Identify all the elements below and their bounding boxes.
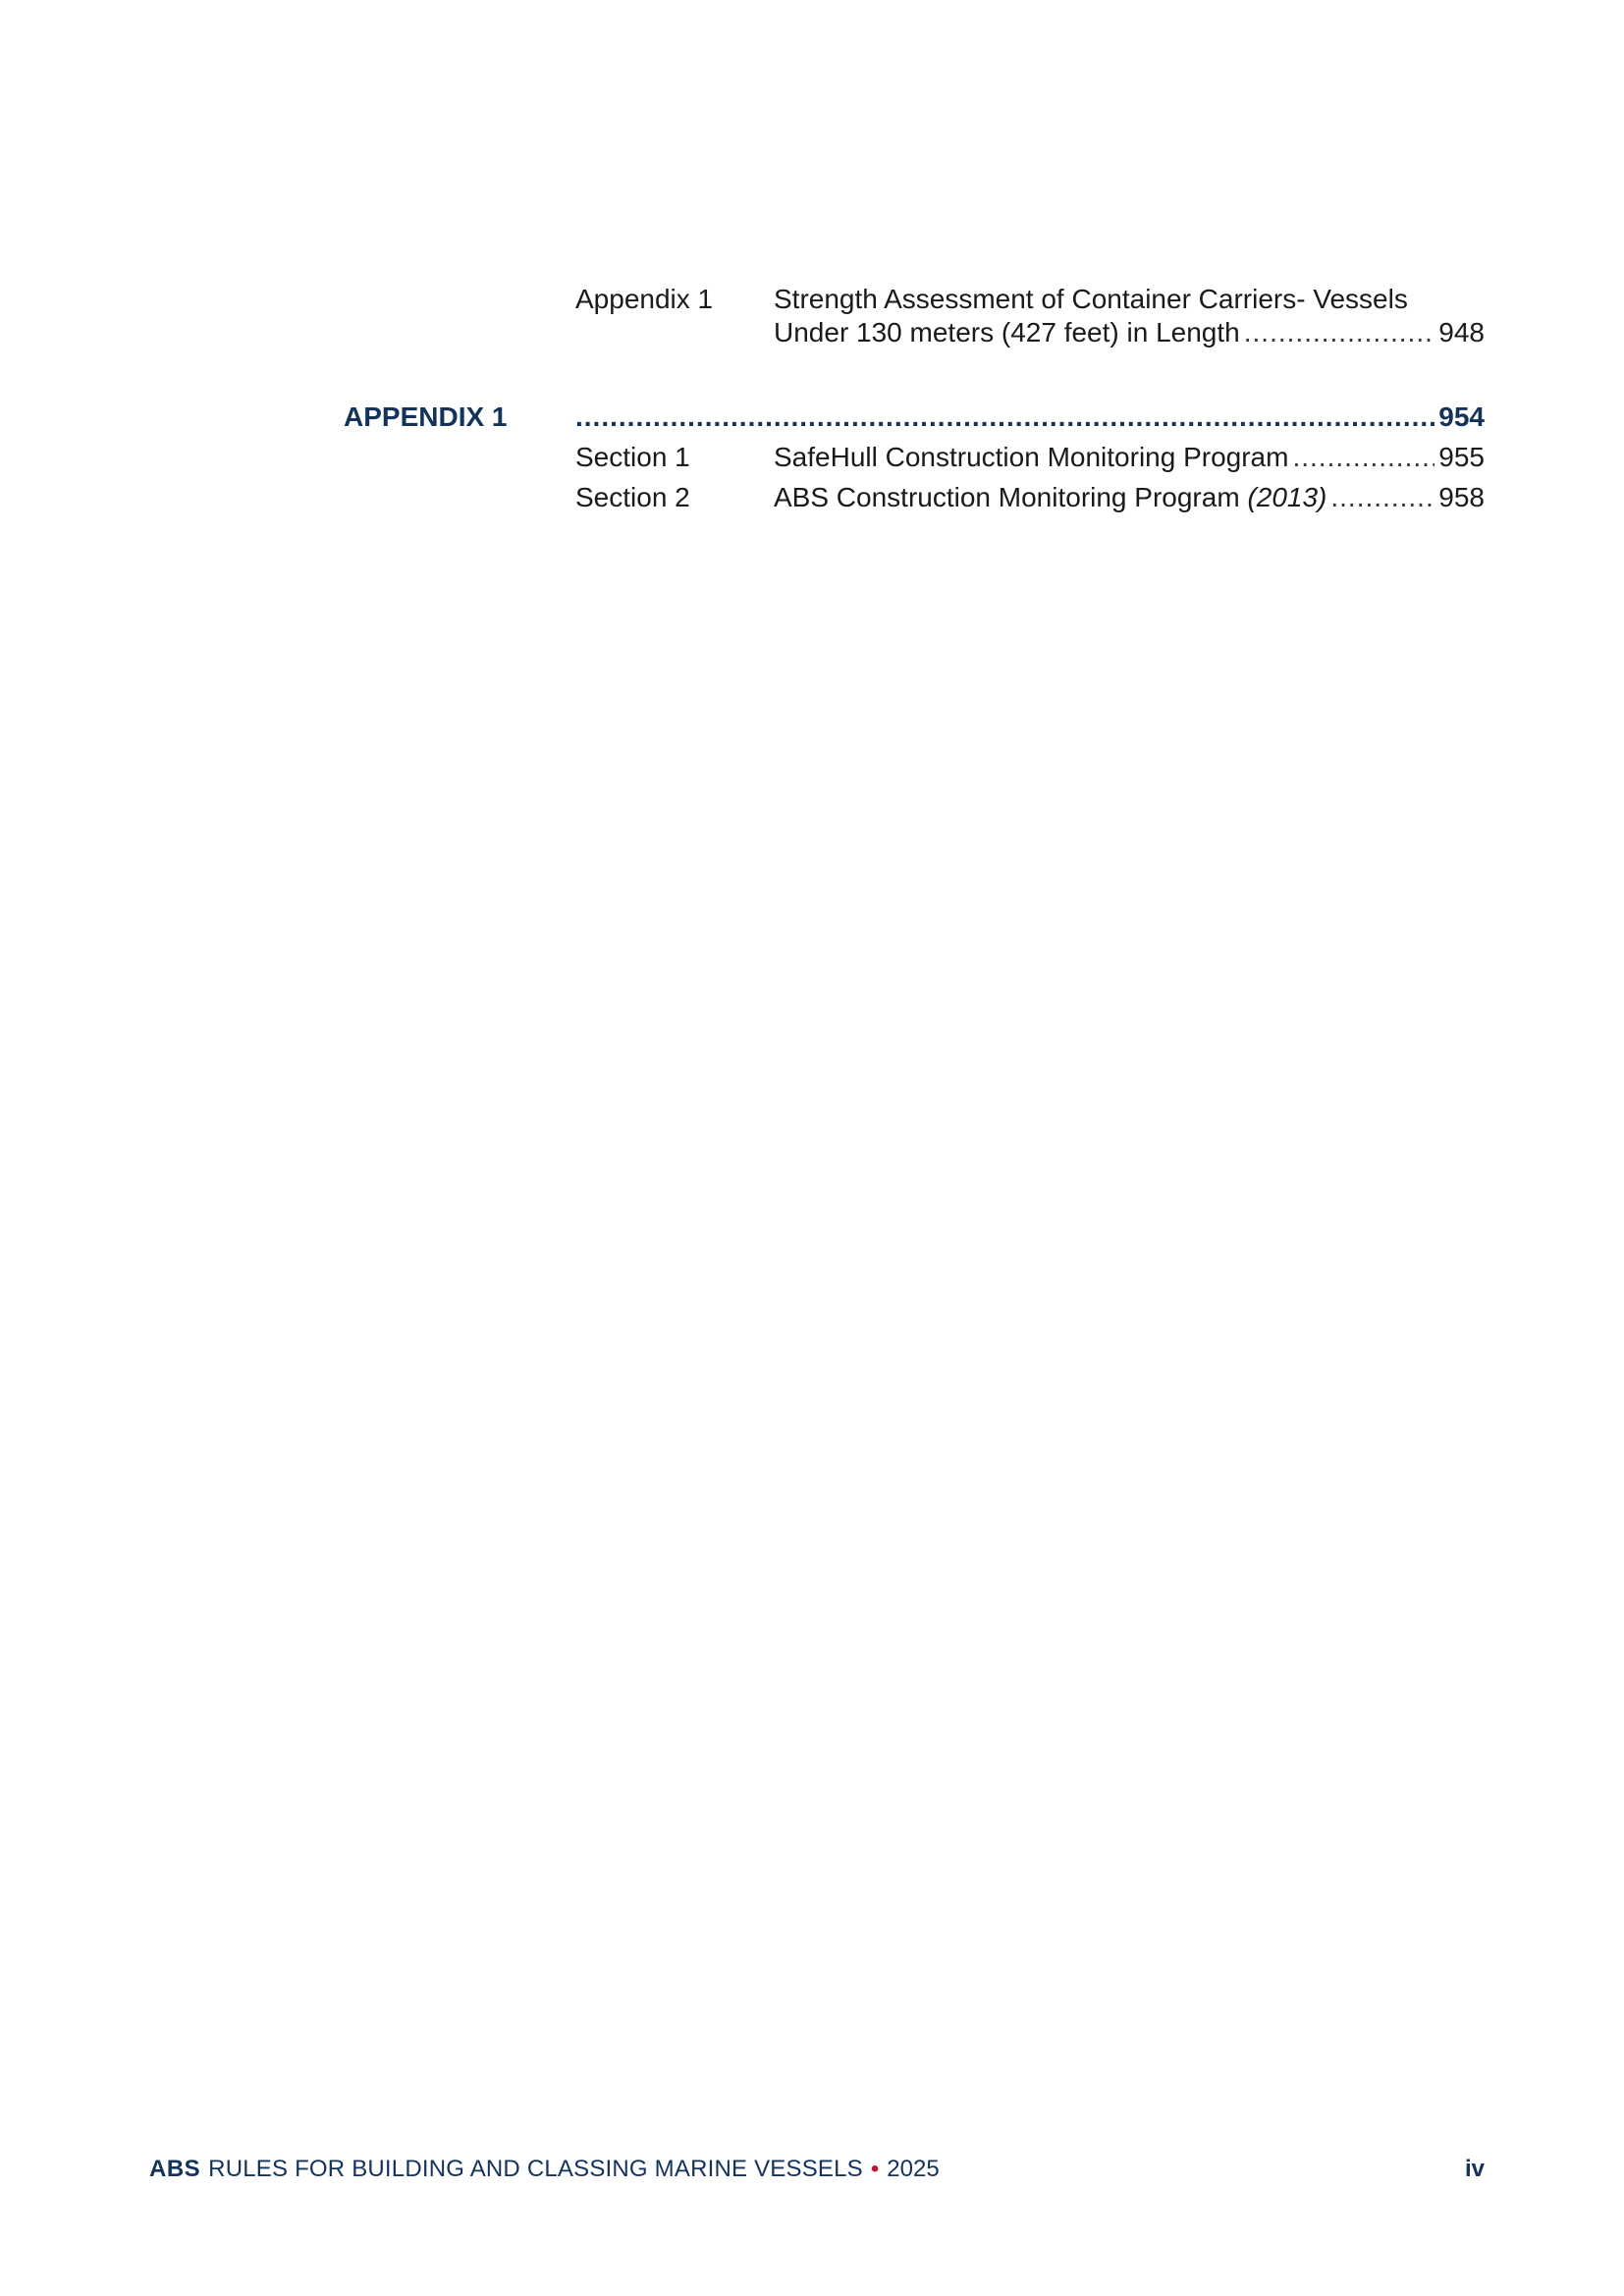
- dot-leader: [1292, 441, 1435, 474]
- toc-entry-page-number: 955: [1438, 442, 1485, 472]
- footer-brand-logo: ABS: [149, 2156, 201, 2182]
- toc-entry-label: Appendix 1: [575, 284, 714, 314]
- dot-leader: [1244, 316, 1435, 349]
- footer-page-number: iv: [1464, 2156, 1485, 2182]
- toc-entry-title-line2-row: [774, 316, 1485, 349]
- toc-entry-title-text: SafeHull Construction Monitoring Program: [774, 442, 1289, 472]
- toc-entry-label: Section 1: [575, 442, 690, 472]
- toc-entry-title-italic: (2013): [1247, 482, 1327, 512]
- toc-entry-title-line1: Strength Assessment of Container Carriers- Vessels: [774, 284, 1408, 314]
- toc-entry-page-number: 958: [1438, 482, 1485, 512]
- page-footer: [149, 2156, 1485, 2183]
- table-of-contents: [344, 283, 1485, 514]
- toc-entry-title-row: [774, 481, 1485, 514]
- dot-leader: [1330, 481, 1435, 514]
- toc-heading-leader-row: [575, 400, 1485, 434]
- toc-entry-section-2[interactable]: [344, 481, 1485, 514]
- toc-entry-title-row: [774, 441, 1485, 474]
- toc-entry-title-line2: Under 130 meters (427 feet) in Length: [774, 317, 1240, 347]
- toc-entry-section-1[interactable]: [344, 441, 1485, 474]
- toc-heading-appendix[interactable]: [344, 400, 1485, 434]
- toc-entry-title-text: ABS Construction Monitoring Program: [774, 482, 1248, 512]
- dot-leader: [575, 400, 1435, 434]
- toc-entry-label: Section 2: [575, 482, 690, 512]
- footer-year: 2025: [887, 2156, 940, 2182]
- footer-bullet-separator: •: [870, 2156, 880, 2182]
- toc-heading-page-number: 954: [1438, 401, 1485, 432]
- toc-heading-label: APPENDIX 1: [344, 401, 508, 432]
- toc-entry-title-block: [774, 283, 1485, 349]
- footer-document-title: RULES FOR BUILDING AND CLASSING MARINE VESSELS: [208, 2156, 863, 2182]
- toc-entry-title: [774, 481, 1326, 514]
- toc-entry-title: [774, 441, 1288, 474]
- toc-entry-appendix-reference[interactable]: [344, 283, 1485, 349]
- toc-entry-page-number: 948: [1438, 317, 1485, 347]
